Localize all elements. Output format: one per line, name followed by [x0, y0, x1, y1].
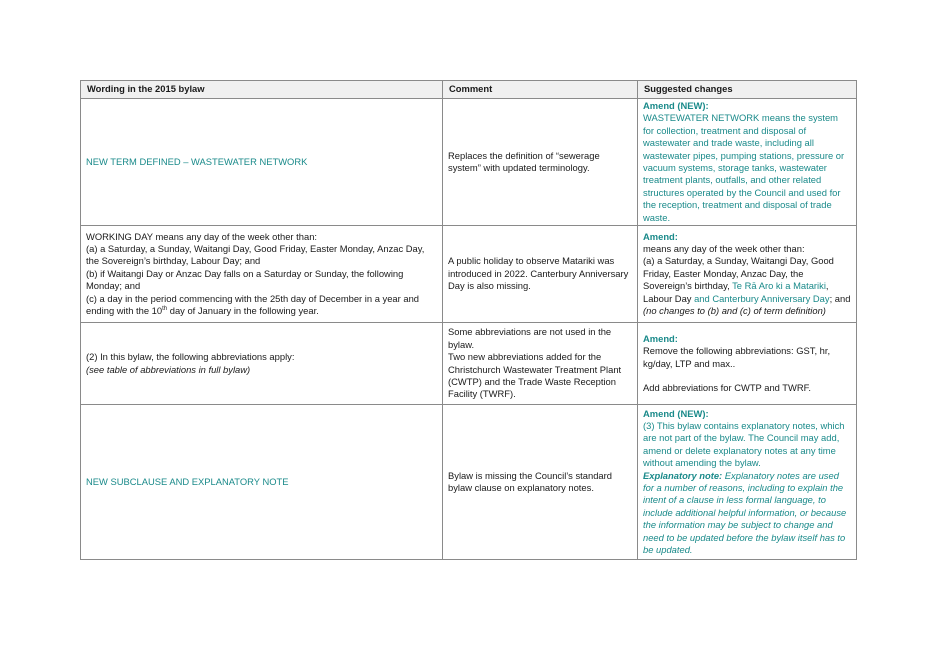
matariki-insert: Te Rā Aro ki a Matariki: [732, 280, 826, 292]
comment-part-1: Some abbreviations are not used in the bylaw.: [448, 326, 612, 350]
change-cell: [638, 99, 857, 226]
table-row: [81, 226, 857, 323]
wording-cell: NEW SUBCLAUSE AND EXPLANATORY NOTE: [81, 405, 443, 560]
change-text: (3) This bylaw contains explanatory notes, which are not part of the bylaw. The Council may add, amend or delete explanatory notes at any time without amending the bylaw.: [643, 420, 845, 469]
change-cell: [638, 226, 857, 323]
wording-text: (2) In this bylaw, the following abbreviations apply:: [86, 351, 295, 363]
wording-item-c-post: day of January in the following year.: [167, 305, 319, 317]
wording-cell: [81, 226, 443, 323]
table-row: [81, 99, 857, 226]
bylaw-review-table: [80, 80, 857, 560]
amend-label: Amend (NEW):: [643, 100, 709, 111]
header-comment: Comment: [443, 81, 638, 99]
change-a-post: ; and: [829, 292, 851, 304]
ordinal-suffix: th: [162, 305, 168, 312]
change-cell: [638, 323, 857, 405]
note-label: Explanatory note:: [643, 469, 723, 481]
wording-intro: WORKING DAY means any day of the week other than:: [86, 230, 318, 242]
canterbury-insert: and Canterbury Anniversary Day: [694, 292, 830, 304]
wording-cell: [81, 323, 443, 405]
explanatory-note: [643, 470, 851, 557]
change-text: WASTEWATER NETWORK means the system for collection, treatment and disposal of wastewater and trade waste, including all wastewater pipes, pumping stations, pressure or vacuum systems, storage tanks, wastewater treatment plants, outfalls, and other related structures operated by the Council and used for the reception, treatment and disposal of trade waste.: [643, 112, 845, 223]
comment-cell: Replaces the definition of “sewerage system” with updated terminology.: [443, 99, 638, 226]
change-add: Add abbreviations for CWTP and TWRF.: [643, 381, 811, 393]
comment-part-2: Two new abbreviations added for the Christchurch Wastewater Treatment Plant (CWTP) and the Trade Waste Reception Facility (TWRF).: [448, 351, 622, 400]
header-wording: Wording in the 2015 bylaw: [81, 81, 443, 99]
amend-label: Amend:: [643, 230, 678, 242]
comment-cell: A public holiday to observe Matariki was introduced in 2022. Canterbury Anniversary Day is also missing.: [443, 226, 638, 323]
wording-item-c: [86, 293, 437, 318]
wording-item-c-pre: (c) a day in the period commencing with the 25th day of December in a year and ending with the 10: [86, 292, 419, 317]
change-item-a: [643, 255, 851, 305]
change-remove: Remove the following abbreviations: GST, hr, kg/day, LTP and max..: [643, 345, 831, 369]
amend-label: Amend:: [643, 332, 678, 344]
change-note: (no changes to (b) and (c) of term definition): [643, 305, 826, 317]
wording-item-b: (b) if Waitangi Day or Anzac Day falls on a Saturday or Sunday, the following Monday; and: [86, 267, 404, 292]
header-suggested-changes: Suggested changes: [638, 81, 857, 99]
spacer: [643, 370, 851, 382]
amend-label: Amend (NEW):: [643, 407, 709, 419]
comment-cell: Bylaw is missing the Council’s standard bylaw clause on explanatory notes.: [443, 405, 638, 560]
note-text: Explanatory notes are used for a number of reasons, including to explain the intent of a clause in less formal language, to include additional helpful information, or because the information may be subject to change and need to be updated before the bylaw itself has to be updated.: [643, 469, 847, 556]
table-row: [81, 405, 857, 560]
change-a-pre: (a) a Saturday, a Sunday, Waitangi Day, Good Friday, Easter Monday, Anzac Day, the Sovereign’s birthday,: [643, 255, 834, 292]
comment-cell: [443, 323, 638, 405]
wording-item-a: (a) a Saturday, a Sunday, Waitangi Day, Good Friday, Easter Monday, Anzac Day, the Sovereign’s birthday, Labour Day; and: [86, 243, 425, 267]
wording-note: (see table of abbreviations in full bylaw): [86, 363, 251, 375]
table-row: [81, 323, 857, 405]
change-a-mid: , Labour Day: [643, 280, 829, 304]
change-cell: [638, 405, 857, 560]
table-header-row: [81, 81, 857, 99]
wording-cell: NEW TERM DEFINED – WASTEWATER NETWORK: [81, 99, 443, 226]
change-intro: means any day of the week other than:: [643, 243, 805, 255]
